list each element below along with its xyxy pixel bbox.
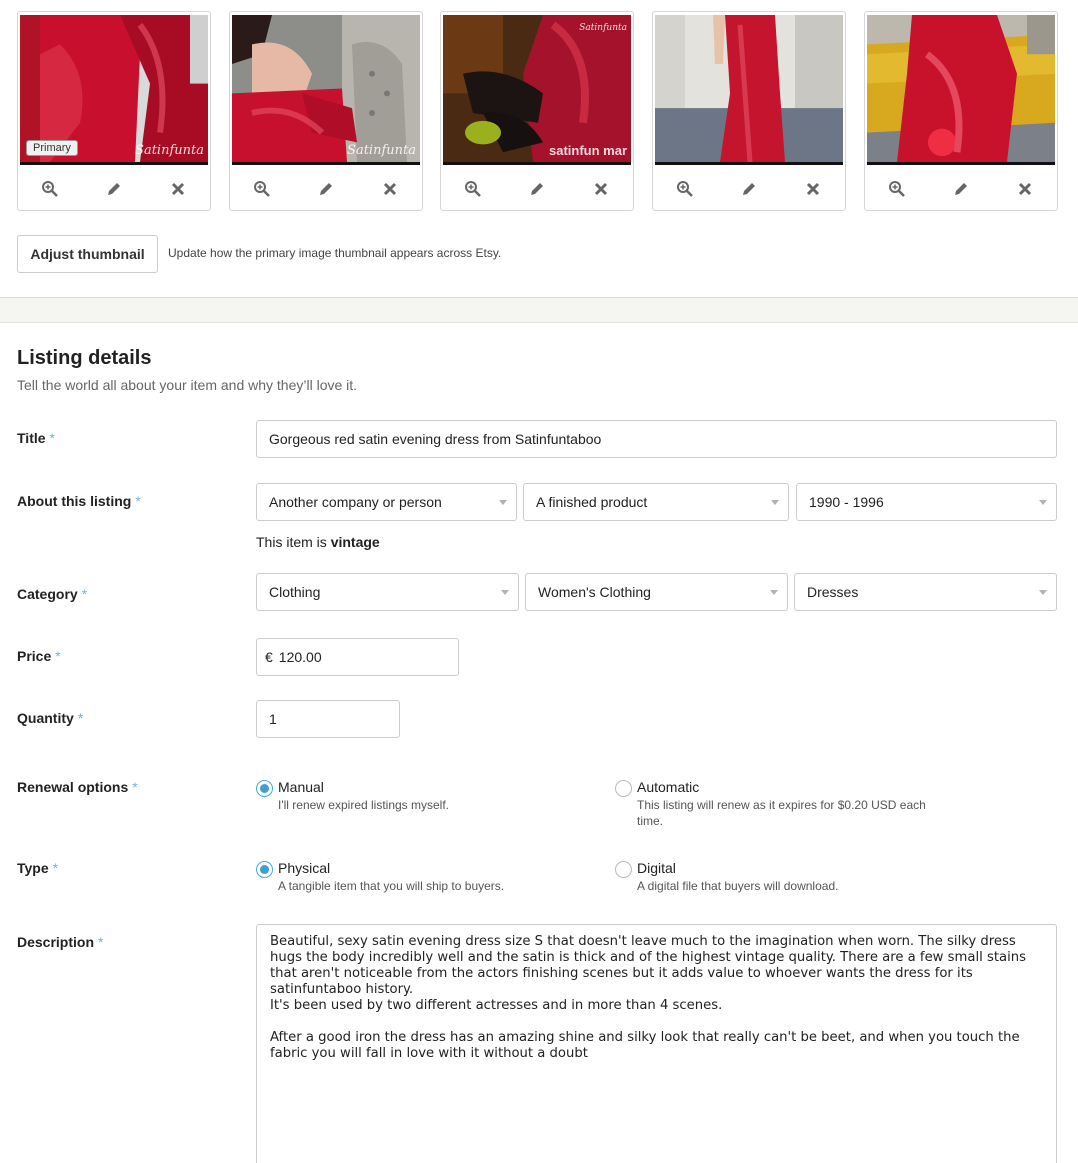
photo-card xyxy=(17,11,211,211)
pencil-icon[interactable] xyxy=(732,174,766,204)
description-label: Description * xyxy=(17,934,104,950)
type-label: Type * xyxy=(17,860,59,876)
vintage-note: This item is vintage xyxy=(256,534,380,550)
chevron-down-icon xyxy=(1039,500,1047,505)
zoom-in-icon[interactable] xyxy=(33,174,67,204)
renewal-automatic-radio[interactable] xyxy=(615,780,632,797)
photo-actions xyxy=(230,172,422,206)
section-title: Listing details xyxy=(17,347,152,369)
adjust-thumbnail-button[interactable]: Adjust thumbnail xyxy=(17,235,158,273)
listing-photo[interactable] xyxy=(867,15,1055,165)
quantity-label: Quantity * xyxy=(17,710,84,726)
currency-symbol: € xyxy=(265,649,273,665)
listing-photo[interactable] xyxy=(20,15,208,165)
chevron-down-icon xyxy=(1039,590,1047,595)
required-mark: * xyxy=(98,934,104,950)
zoom-in-icon[interactable] xyxy=(456,174,490,204)
section-subtitle: Tell the world all about your item and why they’ll love it. xyxy=(17,377,358,393)
photo-watermark: Satinfunta xyxy=(135,143,204,158)
pencil-icon[interactable] xyxy=(309,174,343,204)
type-physical-radio[interactable] xyxy=(256,861,273,878)
photo-actions xyxy=(441,172,633,206)
primary-badge: Primary xyxy=(26,140,78,156)
renewal-manual-radio[interactable] xyxy=(256,780,273,797)
who-made-select[interactable]: Another company or person xyxy=(256,483,517,521)
renewal-label: Renewal options * xyxy=(17,779,138,795)
pencil-icon[interactable] xyxy=(520,174,554,204)
section-divider xyxy=(0,297,1078,323)
type-digital-label: Digital xyxy=(637,860,676,876)
what-is-it-select[interactable]: A finished product xyxy=(523,483,789,521)
price-label: Price * xyxy=(17,648,61,664)
photo-actions xyxy=(865,172,1057,206)
required-mark: * xyxy=(49,430,55,446)
pencil-icon[interactable] xyxy=(944,174,978,204)
description-textarea[interactable]: Beautiful, sexy satin evening dress size S that doesn't leave much to the imagination when worn. The silky dress hugs the body incredibly well and the satin is thick and of the highest vintage quality. There are a few small stains that aren't noticeable from the actors finishing scenes but it adds value to whoever wants the dress for its satinfuntaboo history. It's been used by two different actresses and in more than 4 scenes. After a good iron the dress has an amazing shine and silky look that really can't be beet, and when you touch the fabric you will fall in love with it without a doubt xyxy=(256,924,1057,1163)
title-label: Title * xyxy=(17,430,55,446)
required-mark: * xyxy=(135,493,141,509)
category-select-3[interactable]: Dresses xyxy=(794,573,1057,611)
zoom-in-icon[interactable] xyxy=(245,174,279,204)
close-icon[interactable] xyxy=(161,174,195,204)
when-made-select[interactable]: 1990 - 1996 xyxy=(796,483,1057,521)
price-input[interactable]: € 120.00 xyxy=(256,638,459,676)
photo-image xyxy=(867,15,1055,162)
close-icon[interactable] xyxy=(796,174,830,204)
type-physical-label: Physical xyxy=(278,860,331,876)
required-mark: * xyxy=(55,648,61,664)
photo-image xyxy=(232,15,420,162)
zoom-in-icon[interactable] xyxy=(880,174,914,204)
type-digital-help: A digital file that buyers will download. xyxy=(637,879,839,893)
photo-watermark: Satinfunta xyxy=(347,143,416,158)
photo-watermark: satinfun mar xyxy=(548,143,627,158)
category-select-1[interactable]: Clothing xyxy=(256,573,519,611)
photo-card xyxy=(864,11,1058,211)
close-icon[interactable] xyxy=(373,174,407,204)
title-input[interactable]: Gorgeous red satin evening dress from Satinfuntaboo xyxy=(256,420,1057,458)
chevron-down-icon xyxy=(501,590,509,595)
listing-photo[interactable] xyxy=(443,15,631,165)
category-select-2[interactable]: Women's Clothing xyxy=(525,573,788,611)
photo-image xyxy=(443,15,631,162)
photo-actions xyxy=(18,172,210,206)
type-physical-help: A tangible item that you will ship to buyers. xyxy=(278,879,505,893)
zoom-in-icon[interactable] xyxy=(668,174,702,204)
renewal-automatic-help: This listing will renew as it expires for $0.20 USD each time. xyxy=(637,798,926,828)
listing-photo[interactable] xyxy=(232,15,420,165)
photo-card xyxy=(229,11,423,211)
photo-card xyxy=(652,11,846,211)
required-mark: * xyxy=(52,860,59,876)
pencil-icon[interactable] xyxy=(97,174,131,204)
close-icon[interactable] xyxy=(584,174,618,204)
about-label: About this listing * xyxy=(17,493,141,509)
chevron-down-icon xyxy=(770,590,778,595)
type-digital-radio[interactable] xyxy=(615,861,632,878)
adjust-thumbnail-help: Update how the primary image thumbnail appears across Etsy. xyxy=(168,246,502,260)
photo-watermark-top: Satinfunta xyxy=(579,23,627,33)
listing-photo[interactable] xyxy=(655,15,843,165)
renewal-manual-help: I'll renew expired listings myself. xyxy=(278,798,450,812)
category-label: Category * xyxy=(17,586,88,602)
photo-image xyxy=(655,15,843,162)
required-mark: * xyxy=(132,779,138,795)
chevron-down-icon xyxy=(499,500,507,505)
renewal-automatic-label: Automatic xyxy=(637,779,700,795)
close-icon[interactable] xyxy=(1008,174,1042,204)
required-mark: * xyxy=(77,710,84,726)
required-mark: * xyxy=(81,586,88,602)
photo-card xyxy=(440,11,634,211)
chevron-down-icon xyxy=(771,500,779,505)
photo-actions xyxy=(653,172,845,206)
quantity-input[interactable]: 1 xyxy=(256,700,400,738)
renewal-manual-label: Manual xyxy=(278,779,324,795)
